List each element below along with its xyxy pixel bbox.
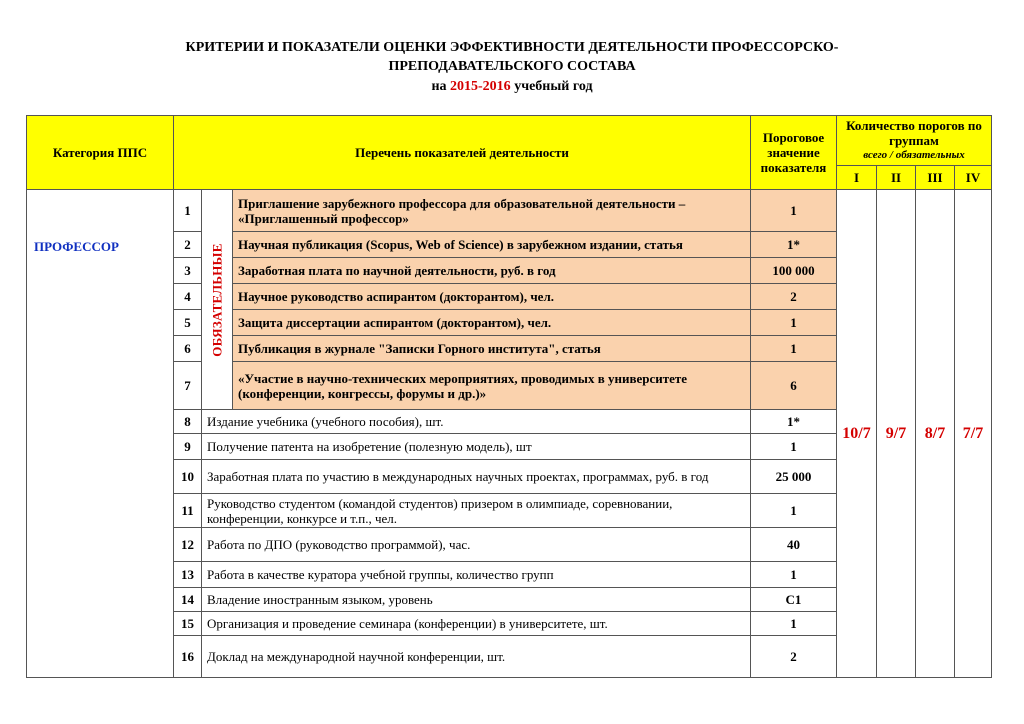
indicator-text: Научная публикация (Scopus, Web of Science) в зарубежном издании, статья [233,232,751,258]
criteria-table [26,115,992,678]
threshold-value: 2 [751,636,837,678]
threshold-value: 1 [751,562,837,588]
header-threshold: Пороговое значение показателя [751,116,837,190]
row-number: 9 [174,434,202,460]
threshold-value: C1 [751,588,837,612]
year-prefix: на [431,79,447,94]
indicator-text: Организация и проведение семинара (конференции) в университете, шт. [202,612,751,636]
indicator-text: Приглашение зарубежного профессора для образовательной деятельности – «Приглашенный профессор» [233,190,751,232]
threshold-value: 1* [751,232,837,258]
indicator-text: «Участие в научно-технических мероприятиях, проводимых в университете (конференции, конгрессы, форумы и др.)» [233,362,751,410]
group-header-2: II [877,166,916,190]
indicator-text: Работа по ДПО (руководство программой), час. [202,528,751,562]
row-number: 5 [174,310,202,336]
row-number: 16 [174,636,202,678]
document-title-line1: КРИТЕРИИ И ПОКАЗАТЕЛИ ОЦЕНКИ ЭФФЕКТИВНОСТИ ДЕЯТЕЛЬНОСТИ ПРОФЕССОРСКО- [185,40,839,55]
mandatory-label-cell [202,190,233,410]
threshold-value: 1 [751,494,837,528]
group-value-4: 7/7 [955,190,992,678]
group-value-3: 8/7 [916,190,955,678]
threshold-value: 25 000 [751,460,837,494]
threshold-value: 1* [751,410,837,434]
row-number: 11 [174,494,202,528]
row-number: 7 [174,362,202,410]
group-header-4: IV [955,166,992,190]
document-title-year-line [0,77,1024,97]
group-header-3: III [916,166,955,190]
group-value-2: 9/7 [877,190,916,678]
row-number: 12 [174,528,202,562]
row-number: 10 [174,460,202,494]
threshold-value: 100 000 [751,258,837,284]
threshold-value: 1 [751,336,837,362]
header-indicators: Перечень показателей деятельности [174,116,751,190]
threshold-value: 1 [751,310,837,336]
indicator-text: Доклад на международной научной конференции, шт. [202,636,751,678]
row-number: 6 [174,336,202,362]
indicator-text: Работа в качестве куратора учебной группы, количество групп [202,562,751,588]
indicator-text: Издание учебника (учебного пособия), шт. [202,410,751,434]
row-number: 2 [174,232,202,258]
indicator-text: Заработная плата по научной деятельности, руб. в год [233,258,751,284]
threshold-value: 40 [751,528,837,562]
indicator-text: Заработная плата по участию в международных научных проектах, программах, руб. в год [202,460,751,494]
threshold-value: 6 [751,362,837,410]
document-title-line2: ПРЕПОДАВАТЕЛЬСКОГО СОСТАВА [388,59,636,74]
header-groups [837,116,992,166]
threshold-value: 1 [751,612,837,636]
row-number: 15 [174,612,202,636]
header-category: Категория ППС [27,116,174,190]
threshold-value: 2 [751,284,837,310]
table-row [27,190,992,232]
row-number: 14 [174,588,202,612]
indicator-text: Публикация в журнале "Записки Горного института", статья [233,336,751,362]
indicator-text: Научное руководство аспирантом (докторантом), чел. [233,284,751,310]
header-groups-subtitle: всего / обязательных [863,149,965,161]
row-number: 1 [174,190,202,232]
indicator-text: Защита диссертации аспирантом (докторантом), чел. [233,310,751,336]
group-value-1: 10/7 [837,190,877,678]
indicator-text: Владение иностранным языком, уровень [202,588,751,612]
row-number: 3 [174,258,202,284]
mandatory-label: ОБЯЗАТЕЛЬНЫЕ [209,242,225,357]
indicator-text: Руководство студентом (командой студентов) призером в олимпиаде, соревновании, конференции, конкурсе и т.п., чел. [202,494,751,528]
year-suffix: учебный год [514,79,593,94]
row-number: 4 [174,284,202,310]
academic-year: 2015-2016 [450,79,511,94]
threshold-value: 1 [751,190,837,232]
threshold-value: 1 [751,434,837,460]
group-header-1: I [837,166,877,190]
category-cell: ПРОФЕССОР [27,190,174,678]
header-groups-title: Количество порогов по группам [846,118,982,148]
indicator-text: Получение патента на изобретение (полезную модель), шт [202,434,751,460]
row-number: 13 [174,562,202,588]
row-number: 8 [174,410,202,434]
